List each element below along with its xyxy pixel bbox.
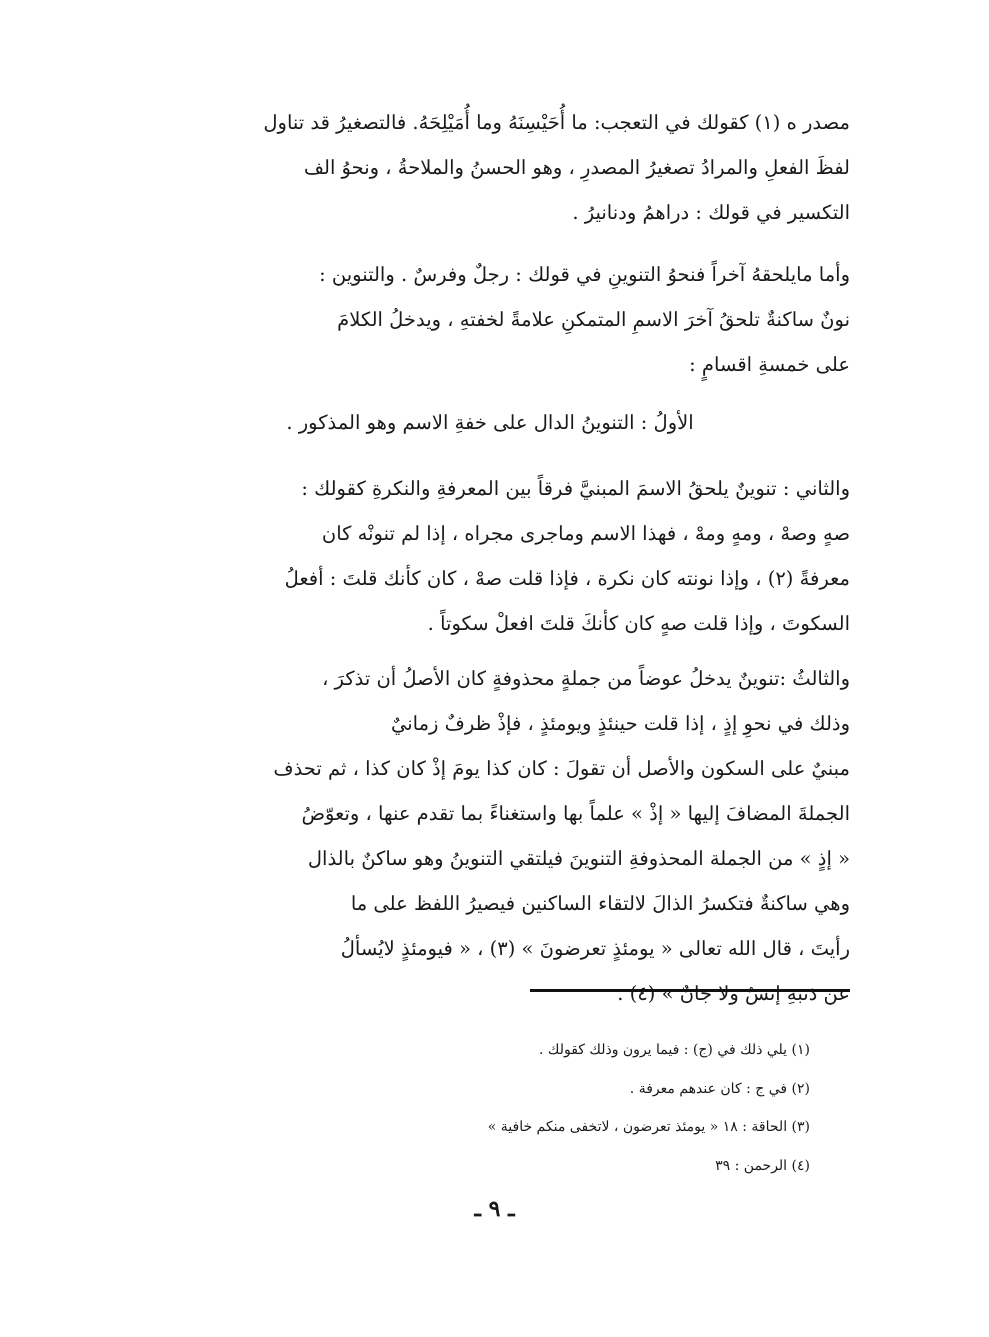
footnote-2: (٢) في ج : كان عندهم معرفة .	[629, 1081, 810, 1097]
text-line: وذلك في نحوِ إذٍ ، إذا قلت حينئذٍ ويومئذٍ ، فإذْ ظرفٌ زمانيٌ	[390, 712, 850, 735]
text-line: لفظَ الفعلِ والمرادُ تصغيرُ المصدرِ ، وهو الحسنُ والملاحةُ ، ونحوُ الف	[303, 156, 850, 179]
text-line: نونٌ ساكنةٌ تلحقُ آخرَ الاسمِ المتمكنِ علامةً لخفتهِ ، ويدخلُ الكلامَ	[337, 308, 850, 331]
text-line: وهي ساكنةٌ فتكسرُ الذالَ لالتقاء الساكنين فيصيرُ اللفظ على ما	[350, 892, 850, 915]
footnote-4: (٤) الرحمن : ٣٩	[715, 1158, 810, 1174]
text-line: والثاني : تنوينٌ يلحقُ الاسمَ المبنيَّ فرقاً بين المعرفةِ والنكرةِ كقولك :	[301, 477, 850, 500]
text-line: صهٍ وصهْ ، ومهٍ ومهْ ، فهذا الاسم وماجرى مجراه ، إذا لم تنونْه كان	[321, 522, 850, 545]
text-line: السكوتَ ، وإذا قلت صهٍ كان كأنكَ قلتَ افعلْ سكوتاً .	[427, 612, 850, 635]
paragraph-1	[130, 100, 850, 235]
text-line: معرفةً (٢) ، وإذا نونته كان نكرة ، فإذا قلت صهْ ، كان كأنك قلتَ : أفعلُ	[284, 567, 850, 590]
text-line: وأما مايلحقهُ آخراً فنحوُ التنوينِ في قولك : رجلٌ وفرسٌ . والتنوين :	[319, 263, 850, 286]
text-line: « إذٍ » من الجملة المحذوفةِ التنوينَ فيلتقي التنوينُ وهو ساكنٌ بالذال	[307, 847, 850, 870]
page-number: ـ ٩ ـ	[474, 1196, 515, 1222]
paragraph-3	[130, 466, 850, 646]
text-line: عن ذنبهِ إنسٌ ولا جانٌ » (٤) .	[617, 982, 850, 1005]
section-first: الأولُ : التنوينُ الدال على خفةِ الاسم وهو المذكور .	[286, 411, 694, 434]
text-line: الجملةَ المضافَ إليها « إذْ » علماً بها واستغناءً بما تقدم عنها ، وتعوّضُ	[301, 802, 850, 825]
paragraph-2	[130, 252, 850, 387]
footnote-separator	[530, 989, 850, 992]
footnote-1: (١) يلي ذلك في (ج) : فيما يرون وذلك كقولك .	[539, 1042, 810, 1058]
text-line: والثالثُ :تنوينٌ يدخلُ عوضاً من جملةٍ محذوفةٍ كان الأصلُ أن تذكرَ ،	[322, 667, 850, 690]
text-line: مصدر ه (١) كقولك في التعجب: ما أُحَيْسِنَهُ وما أُمَيْلِحَهُ. فالتصغيرُ قد تناول	[263, 111, 850, 134]
footnote-3: (٣) الحاقة : ١٨ « يومئذ تعرضون ، لاتخفى منكم خافية »	[487, 1119, 810, 1135]
paragraph-4	[130, 656, 850, 1016]
text-line: على خمسةِ اقسامٍ :	[689, 353, 850, 376]
text-line: رأيتَ ، قال الله تعالى « يومئذٍ تعرضونَ » (٣) ، « فيومئذٍ لايُسألُ	[340, 937, 850, 960]
text-line: التكسير في قولك : دراهمُ ودنانيرُ .	[572, 201, 850, 224]
text-line: مبنيٌ على السكون والأصل أن تقولَ : كان كذا يومَ إذْ كان كذا ، ثم تحذف	[273, 757, 850, 780]
